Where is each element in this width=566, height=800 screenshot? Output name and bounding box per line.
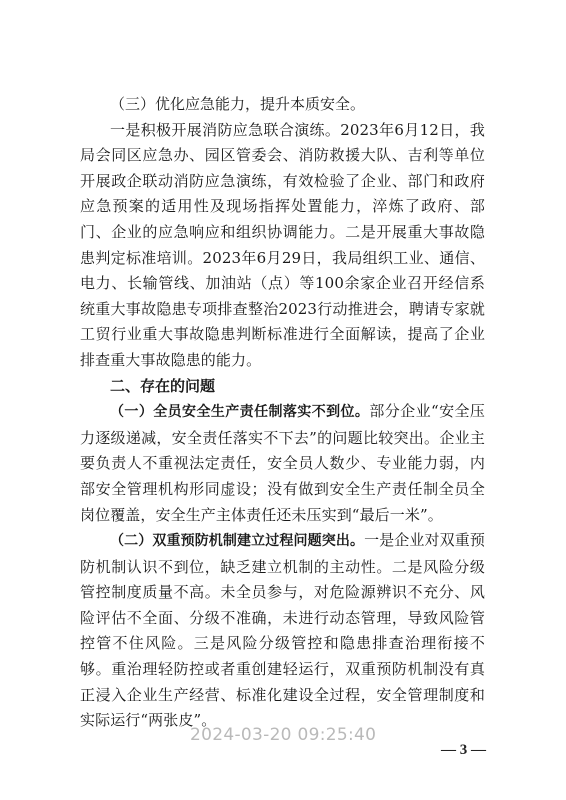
paragraph-lead: （二）双重预防机制建立过程问题突出。	[110, 533, 365, 550]
body-paragraph: 一是积极开展消防应急联合演练。2023年6月12日，我局会同区应急办、园区管委会、消防救援大队、吉利等单位开展政企联动消防应急演练，有效检验了企业、部门和政府应急预案的适用性及现场指挥处置能力，淬炼了政府、部门、企业的应急响应和组织协调能力。二是开展重大事故隐患判定标准培训。2023年6月29日，我局组织工业、通信、电力、长输管线、加油站（点）等100余家企业召开经信系统重大事故隐患专项排查整治2023行动推进会，聘请专家就工贸行业重大事故隐患判断标准进行全面解读，提高了企业排查重大事故隐患的能力。	[80, 120, 485, 369]
paragraph-text: 部分企业“安全压力逐级递减，安全责任落实不下去”的问题比较突出。企业主要负责人不重视法定责任，安全员人数少、专业能力弱，内部安全管理机构形同虚设；没有做到安全生产责任制全员全岗位覆盖，安全生产主体责任还未压实到“最后一米”。	[80, 402, 485, 524]
body-paragraph-with-lead	[80, 399, 485, 528]
timestamp-watermark: 2024-03-20 09:25:40	[190, 725, 377, 745]
section-heading: 二、存在的问题	[110, 376, 216, 395]
paragraph-lead: （一）全员安全生产责任制落实不到位。	[110, 404, 370, 421]
paragraph-text: 一是企业对双重预防机制认识不到位，缺乏建立机制的主动性。二是风险分级管控制度质量不高。未全员参与，对危险源辨识不充分、风险评估不全面、分级不准确，未进行动态管理，导致风险管控管不住风险。三是风险分级管控和隐患排查治理衔接不够。重治理轻防控或者重创建轻运行，双重预防机制没有真正浸入企业生产经营、标准化建设全过程，安全管理制度和实际运行“两张皮”。	[80, 531, 485, 730]
page-number: — 3 —	[441, 742, 486, 758]
section-subheading: （三）优化应急能力，提升本质安全。	[110, 95, 366, 113]
document-body	[80, 92, 485, 734]
body-paragraph-with-lead	[80, 528, 485, 734]
